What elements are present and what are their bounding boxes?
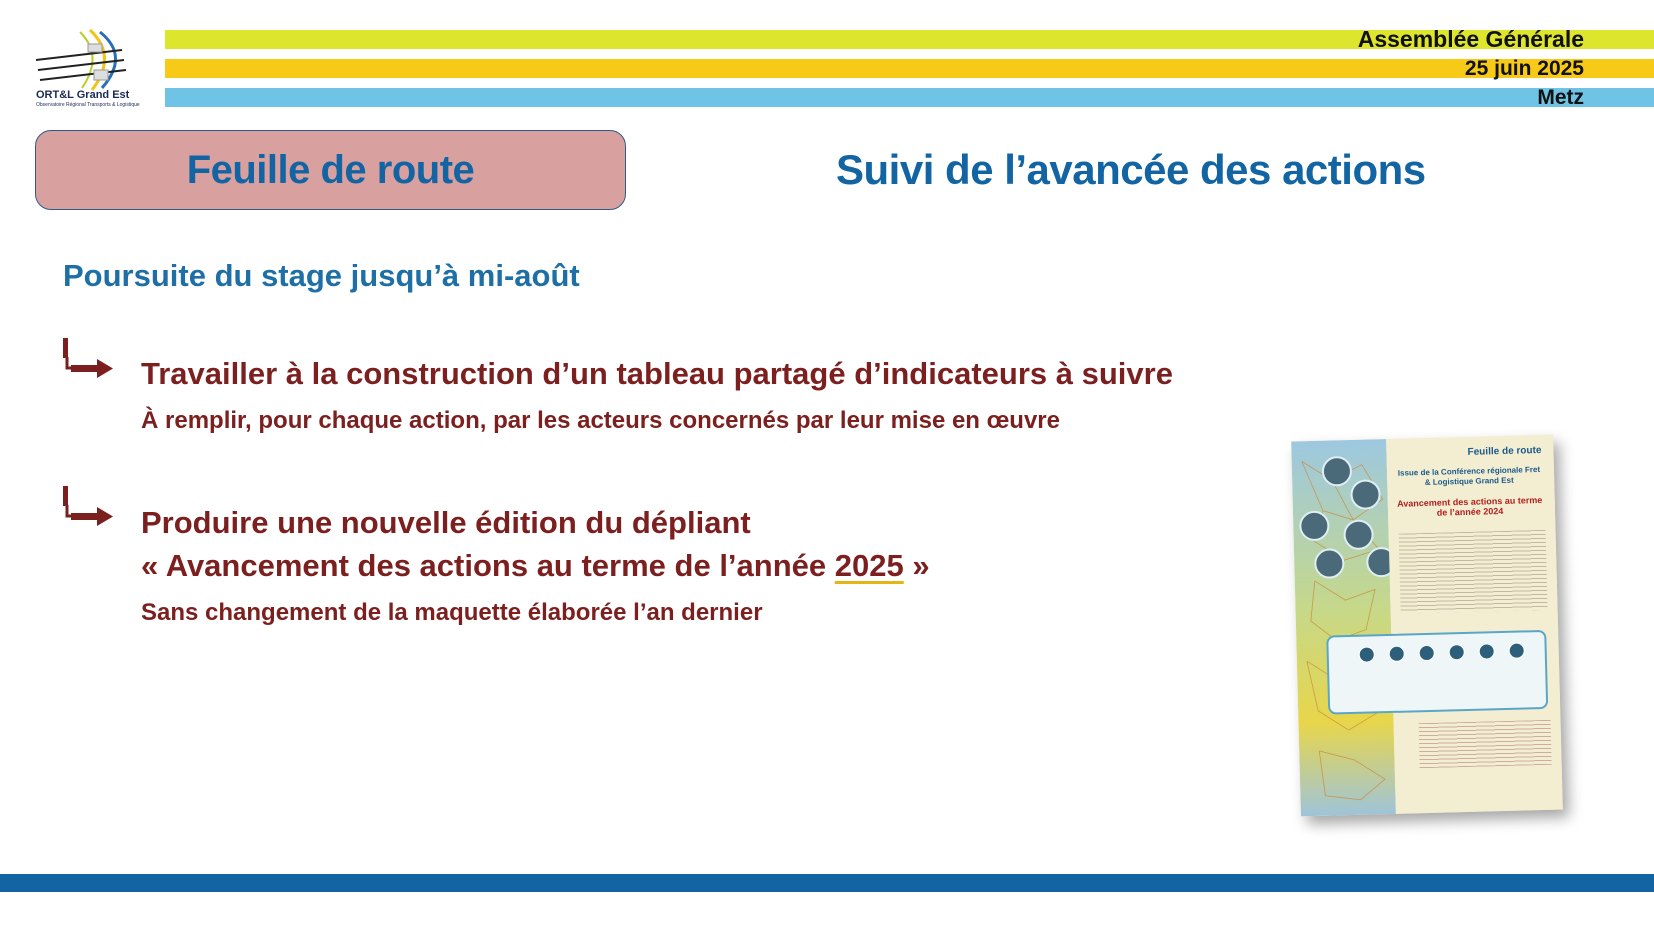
header-event-date: 25 juin 2025 <box>1464 57 1584 80</box>
brochure-footer-text <box>1419 720 1552 768</box>
arrow-bullet-icon <box>63 338 115 388</box>
header-event-location: Metz <box>1537 86 1584 109</box>
brochure-body-text <box>1399 530 1548 614</box>
brochure-subtitle: Issue de la Conférence régionale Fret & Logistique Grand Est <box>1397 464 1541 487</box>
logo-name: ORT&L Grand Est <box>36 89 130 101</box>
brochure-node <box>1478 643 1494 659</box>
brochure-node <box>1419 645 1435 661</box>
section-title: Suivi de l’avancée des actions <box>836 146 1426 193</box>
brochure-node <box>1449 644 1465 660</box>
brochure-thumbnail <box>1291 435 1563 817</box>
brochure-title: Feuille de route <box>1467 444 1542 458</box>
brochure-action-panel <box>1326 630 1548 715</box>
brochure-node <box>1389 646 1405 662</box>
item-2-title-line1: Produire une nouvelle édition du dépliant <box>141 505 751 540</box>
subtitle: Poursuite du stage jusqu’à mi-août <box>63 258 580 293</box>
header-band-blue <box>165 88 1654 107</box>
footer-bar <box>0 874 1654 892</box>
item-1-title: Travailler à la construction d’un tableau partagé d’indicateurs à suivre <box>141 356 1173 391</box>
pill-text: Feuille de route <box>186 147 475 192</box>
header-event-title: Assemblée Générale <box>1357 26 1584 52</box>
item-2-title-prefix: « Avancement des actions au terme de l’année <box>141 548 835 583</box>
arrow-bullet-icon <box>63 486 115 536</box>
logo-subtitle: Observatoire Régional Transports & Logistique <box>36 102 140 108</box>
item-2-title-suffix: » <box>903 548 930 583</box>
brochure-heading: Avancement des actions au terme de l’année 2024 <box>1397 494 1543 519</box>
item-2-detail: Sans changement de la maquette élaborée l’an dernier <box>141 599 763 626</box>
brochure-left-panel <box>1291 439 1396 816</box>
feuille-de-route-label <box>35 130 626 210</box>
brochure-node <box>1508 642 1524 658</box>
item-2-title-line2 <box>141 548 930 584</box>
header-band-gold <box>165 59 1654 78</box>
item-2-title-year: 2025 <box>834 548 904 583</box>
brochure-node <box>1359 646 1375 662</box>
item-1-detail: À remplir, pour chaque action, par les acteurs concernés par leur mise en œuvre <box>141 407 1060 434</box>
